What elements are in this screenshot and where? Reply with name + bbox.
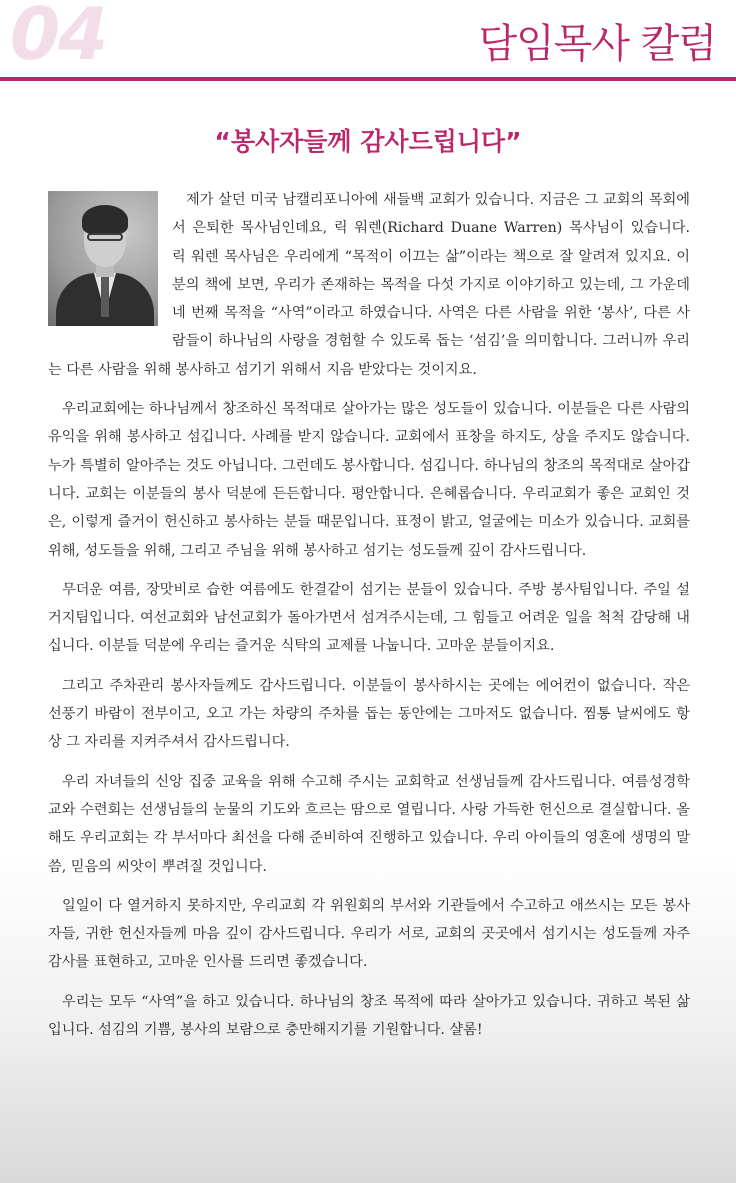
pastor-portrait-photo <box>48 191 158 326</box>
header-divider <box>0 77 736 81</box>
paragraph-6: 일일이 다 열거하지 못하지만, 우리교회 각 위원회의 부서와 기관들에서 수고하고 애쓰시는 모든 봉사자들, 귀한 헌신자들께 마음 깊이 감사드립니다. 우리가 서로, 교회의 곳곳에서 섬기시는 성도들께 자주 감사를 표현하고, 고마운 인사를 드리면 좋겠습니다. <box>48 897 690 971</box>
article-title: “봉사자들께 감사드립니다” <box>214 127 522 156</box>
paragraph-1: 제가 살던 미국 남캘리포니아에 새들백 교회가 있습니다. 지금은 그 교회의 목회에서 은퇴한 목사님인데요, 릭 워렌(Richard Duane Warren) 목사님이 있습니다. 릭 워렌 목사님은 우리에게 “목적이 이끄는 삶”이라는 책으로 잘 알려져 있지요. 이분의 책에 보면, 우리가 존재하는 목적을 다섯 가지로 이야기하고 있는데, 그 가운데 네 번째 목적을 “사역”이라고 하였습니다. 사역은 다른 사람을 위한 ‘봉사’, 다른 사람들이 하나님의 사랑을 경험할 수 있도록 돕는 ‘섬김’을 의미합니다. 그러니까 우리는 다른 사람을 위해 봉사하고 섬기기 위해서 지음 받았다는 것이지요. <box>48 192 690 378</box>
article-body <box>48 186 690 1055</box>
section-title: 담임목사 칼럼 <box>478 21 716 67</box>
paragraph-4: 그리고 주차관리 봉사자들께도 감사드립니다. 이분들이 봉사하시는 곳에는 에어컨이 없습니다. 작은 선풍기 바람이 전부이고, 오고 가는 차량의 주차를 돕는 동안에는 그마저도 없습니다. 찜통 날씨에도 항상 그 자리를 지켜주셔서 감사드립니다. <box>48 677 690 751</box>
page-number: 04 <box>10 0 107 76</box>
paragraph-5: 우리 자녀들의 신앙 집중 교육을 위해 수고해 주시는 교회학교 선생님들께 감사드립니다. 여름성경학교와 수련회는 선생님들의 눈물의 기도와 흐르는 땀으로 열립니다. 사랑 가득한 헌신으로 결실합니다. 올해도 우리교회는 각 부서마다 최선을 다해 준비하여 진행하고 있습니다. 우리 아이들의 영혼에 생명의 말씀, 믿음의 씨앗이 뿌려질 것입니다. <box>48 773 690 875</box>
paragraph-7: 우리는 모두 “사역”을 하고 있습니다. 하나님의 창조 목적에 따라 살아가고 있습니다. 귀하고 복된 삶입니다. 섬김의 기쁨, 봉사의 보람으로 충만해지기를 기원합니다. 샬롬! <box>48 993 690 1039</box>
paragraph-2: 우리교회에는 하나님께서 창조하신 목적대로 살아가는 많은 성도들이 있습니다. 이분들은 다른 사람의 유익을 위해 봉사하고 섬깁니다. 사례를 받지 않습니다. 교회에서 표창을 하지도, 상을 주지도 않습니다. 누가 특별히 알아주는 것도 아닙니다. 그런데도 봉사합니다. 섬깁니다. 하나님의 창조의 목적대로 살아갑니다. 교회는 이분들의 봉사 덕분에 든든합니다. 평안합니다. 은혜롭습니다. 우리교회가 좋은 교회인 것은, 이렇게 즐거이 헌신하고 봉사하는 분들 때문입니다. 표정이 밝고, 얼굴에는 미소가 있습니다. 교회를 위해, 성도들을 위해, 그리고 주님을 위해 봉사하고 섬기는 성도들께 깊이 감사드립니다. <box>48 401 690 559</box>
paragraph-3: 무더운 여름, 장맛비로 습한 여름에도 한결같이 섬기는 분들이 있습니다. 주방 봉사팀입니다. 주일 설거지팀입니다. 여선교회와 남선교회가 돌아가면서 섬겨주시는데, 그 힘들고 어려운 일을 척척 감당해 내십니다. 이분들 덕분에 우리는 즐거운 식탁의 교제를 나눕니다. 고마운 분들이지요. <box>48 581 690 655</box>
